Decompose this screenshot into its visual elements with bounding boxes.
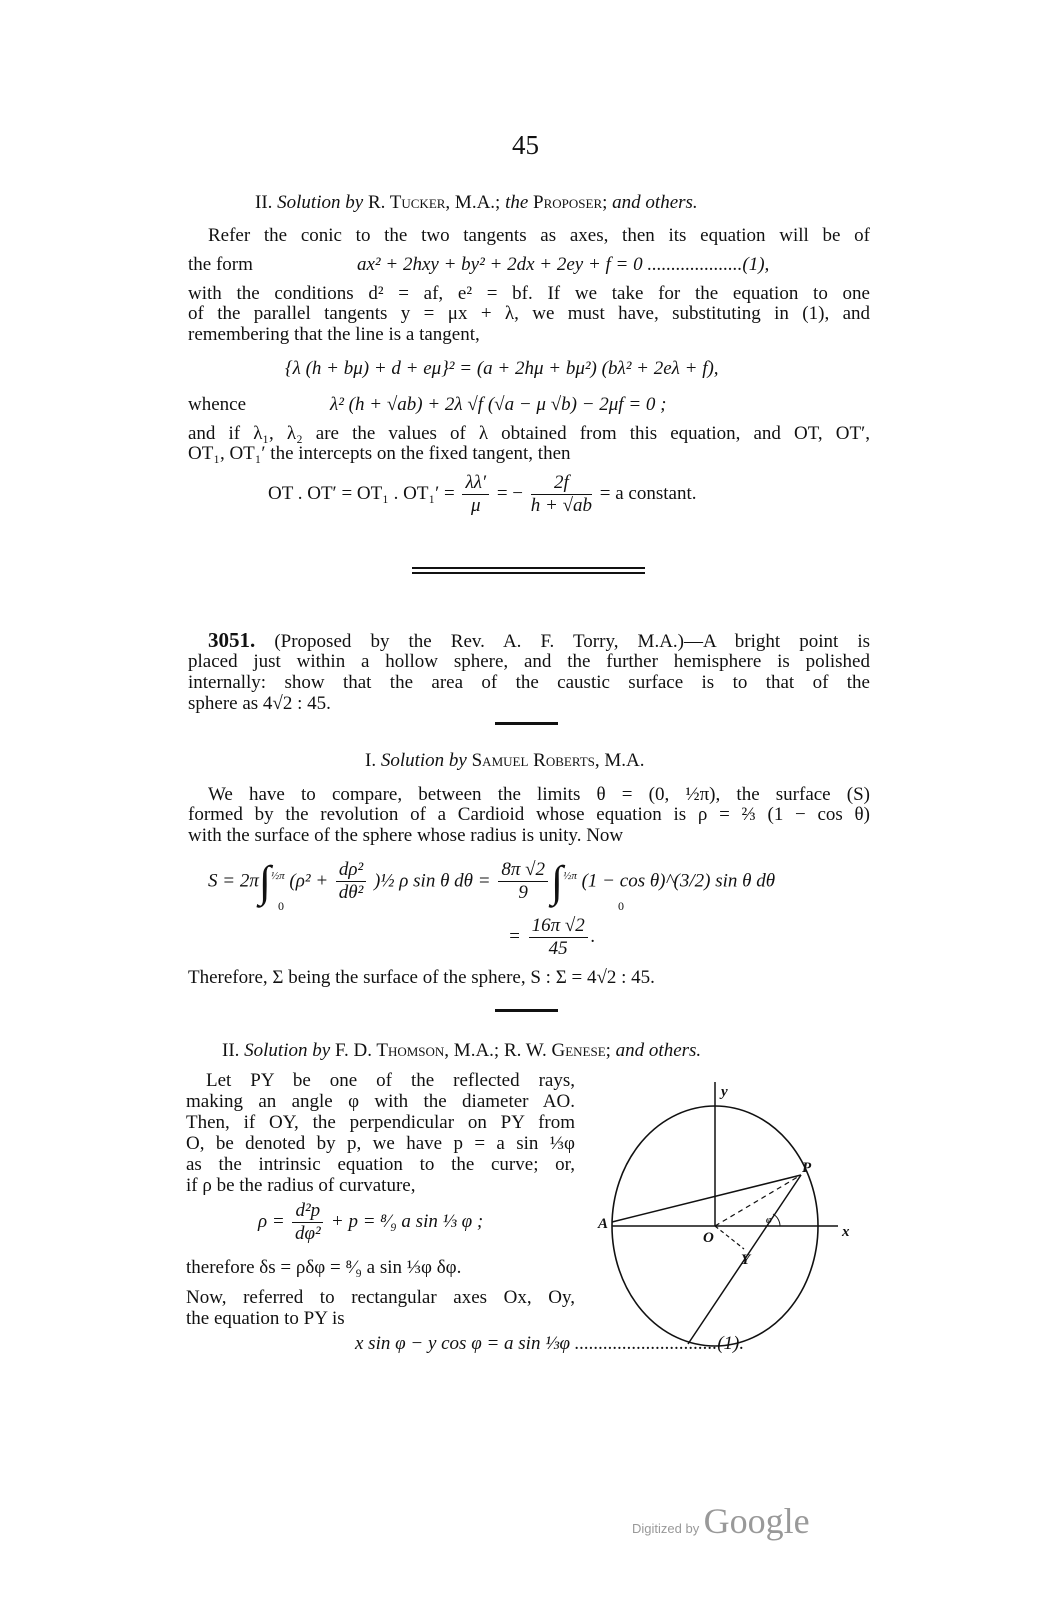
denominator: 45 [548, 938, 568, 960]
heading-others: and others. [612, 192, 698, 213]
equation-rho [258, 1198, 483, 1246]
fraction [498, 859, 548, 904]
denominator: μ [471, 495, 481, 517]
section-divider [412, 567, 645, 569]
question-text: (Proposed by the Rev. A. F. Torry, M.A.)—A bright point is [274, 631, 871, 652]
denominator: dφ² [294, 1223, 321, 1245]
numerator: dρ² [336, 859, 366, 882]
heading-solution-by: Solution by [244, 1040, 331, 1061]
form-label: the form [188, 254, 253, 275]
heading-proposer: Proposer; [533, 192, 608, 213]
paragraph-line: sphere as 4√2 : 45. [188, 693, 331, 714]
label-phi: φ [766, 1215, 772, 1226]
integral-upper: ½π [563, 870, 577, 882]
paragraph-line: the equation to PY is [186, 1308, 345, 1329]
paragraph-line: Let PY be one of the reflected rays, [206, 1070, 575, 1091]
digitized-by-google [632, 1500, 810, 1542]
eq4-lhs: OT . OT′ = OT₁ . OT₁′ = [268, 483, 455, 504]
digitized-by-text: Digitized by [632, 1521, 700, 1536]
integral-sign: ∫ [551, 856, 564, 906]
cardioid-caustic-figure [590, 1075, 860, 1355]
rho-lhs: ρ = [258, 1211, 285, 1232]
section-heading-thomson [222, 1040, 701, 1061]
equation-final: x sin φ − y cos φ = a sin ⅓φ ..............................(1). [355, 1333, 745, 1354]
numerator: d²p [292, 1200, 323, 1223]
heading-author: R. Tucker, M.A.; [367, 192, 501, 213]
therefore-line: therefore δs = ρδφ = ⁸⁄₉ a sin ⅓φ δφ. [186, 1257, 462, 1278]
fraction [292, 1200, 323, 1245]
integral-upper: ½π [270, 870, 285, 882]
eq-tail: (1 − cos θ)^(3/2) sin θ dθ [581, 870, 776, 892]
denominator: 9 [518, 882, 528, 904]
heading-num: II. [255, 192, 273, 213]
paragraph-line: Refer the conic to the two tangents as axes, then its equation will be of [208, 225, 870, 246]
paragraph-line: if ρ be the radius of curvature, [186, 1175, 416, 1196]
label-x-axis: x [842, 1224, 850, 1240]
numerator: λλ′ [462, 472, 489, 495]
section-heading-roberts [365, 750, 645, 771]
paragraph-line: remembering that the line is a tangent, [188, 324, 480, 345]
heading-solution-by: Solution by [277, 192, 364, 213]
integral-sign: ∫ [258, 856, 271, 906]
heading-author: F. D. Thomson, M.A.; [334, 1040, 500, 1061]
heading-others: and others. [615, 1040, 702, 1061]
eq4-rhs: = a constant. [599, 483, 697, 504]
numerator: 2f [531, 472, 592, 495]
heading-the: the [505, 192, 529, 213]
equation-result [508, 913, 596, 961]
label-p: P [802, 1160, 812, 1176]
heading-solution-by: Solution by [380, 750, 467, 771]
paragraph-line: formed by the revolution of a Cardioid whose equation is ρ = ⅔ (1 − cos θ) [188, 804, 870, 825]
paragraph-line: OT₁, OT₁′ the intercepts on the fixed tangent, then [188, 443, 571, 464]
paragraph-line: of the parallel tangents y = μx + λ, we must have, substituting in (1), and [188, 303, 870, 324]
paragraph-line: We have to compare, between the limits θ = (0, ½π), the surface (S) [208, 784, 870, 805]
question-number: 3051. [208, 628, 256, 652]
line-oy-dashed [715, 1226, 744, 1249]
equation-2: {λ (h + bμ) + d + eμ}² = (a + 2hμ + bμ²) (bλ² + 2eλ + f), [285, 358, 719, 379]
paragraph-line: Then, if OY, the perpendicular on PY from [186, 1112, 575, 1133]
numerator: 16π √2 [529, 915, 588, 938]
page-number: 45 [512, 130, 539, 160]
paragraph-line: making an angle φ with the diameter AO. [186, 1091, 575, 1112]
rho-rhs: + p = ⁸⁄₉ a sin ⅓ φ ; [330, 1211, 484, 1232]
eq-s: S = 2π [208, 870, 259, 892]
integral-lower: 0 [618, 899, 624, 913]
integral-lower: 0 [278, 899, 284, 913]
paragraph-line: O, be denoted by p, we have p = a sin ⅓φ [186, 1133, 575, 1154]
equation-1: ax² + 2hxy + by² + 2dx + 2ey + f = 0 ....................(1), [357, 254, 770, 275]
heading-num: II. [222, 1040, 240, 1061]
paragraph-line: internally: show that the area of the caustic surface is to that of the [188, 672, 870, 693]
paragraph-line: and if λ₁, λ₂ are the values of λ obtained from this equation, and OT, OT′, [188, 423, 870, 444]
label-a: A [598, 1216, 609, 1232]
eq-equals: = [508, 926, 521, 947]
eq4-mid: = − [496, 483, 524, 504]
whence-label: whence [188, 394, 247, 415]
denominator: h + √ab [530, 495, 593, 517]
paragraph-line: Now, referred to rectangular axes Ox, Oy, [186, 1287, 575, 1308]
eq-paren: (ρ² + [289, 870, 329, 892]
google-logo: Google [703, 1501, 810, 1541]
label-y-point: Y [741, 1252, 751, 1268]
label-y-axis: y [721, 1084, 728, 1100]
short-divider [495, 1009, 558, 1012]
section-heading-tucker [255, 192, 698, 213]
paragraph-line: with the conditions d² = af, e² = bf. If we take for the equation to one [188, 283, 870, 304]
section-divider [412, 572, 645, 574]
equation-surface [208, 852, 775, 905]
line-op-dashed [715, 1175, 801, 1226]
paragraph-line: placed just within a hollow sphere, and the further hemisphere is polished [188, 651, 870, 672]
heading-author: R. W. Genese; [503, 1040, 611, 1061]
therefore-line: Therefore, Σ being the surface of the sphere, S : Σ = 4√2 : 45. [188, 967, 655, 988]
fraction [529, 915, 588, 960]
paragraph-line: as the intrinsic equation to the curve; or, [186, 1154, 575, 1175]
equation-4 [268, 470, 697, 518]
equation-3: λ² (h + √ab) + 2λ √f (√a − μ √b) − 2μf = 0 ; [330, 394, 667, 415]
line-ap [612, 1175, 801, 1222]
short-divider [495, 722, 558, 725]
paragraph-line: with the surface of the sphere whose radius is unity. Now [188, 825, 624, 846]
label-o: O [703, 1230, 714, 1246]
eq-dot: . [590, 926, 596, 947]
numerator: 8π √2 [498, 859, 548, 882]
question-first-line [208, 630, 870, 652]
denominator: dθ² [338, 882, 364, 904]
fraction [531, 472, 592, 517]
fraction [336, 859, 366, 904]
heading-num: I. [365, 750, 377, 771]
eq-paren2: )½ ρ sin θ dθ = [373, 870, 491, 892]
fraction [462, 472, 489, 517]
heading-author: Samuel Roberts, M.A. [471, 750, 645, 771]
